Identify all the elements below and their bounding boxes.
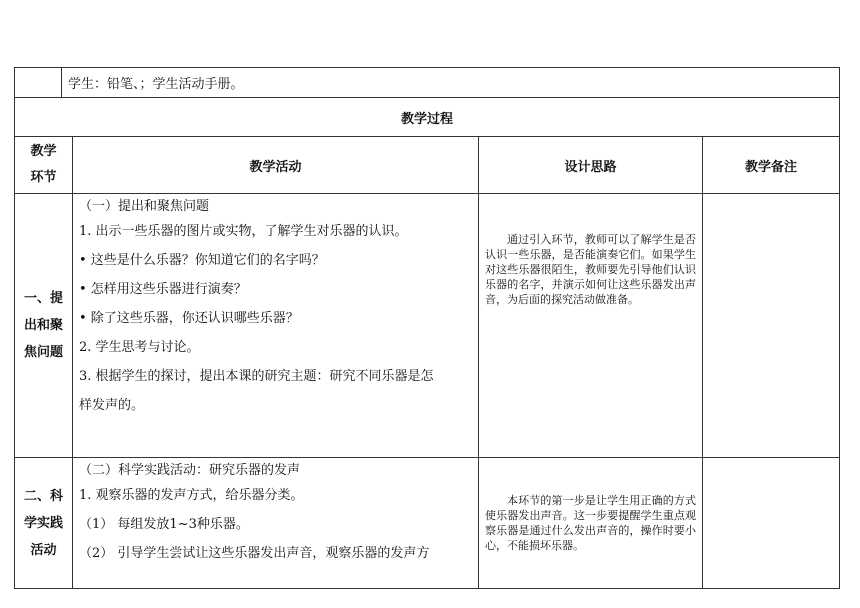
- section-notes: [703, 458, 840, 589]
- header-stage: [15, 137, 73, 194]
- activity-line: • 怎样用这些乐器进行演奏？: [79, 282, 247, 297]
- section-design: [479, 458, 703, 589]
- section-name-line: 焦问题: [23, 345, 63, 360]
- materials-row: [15, 68, 840, 98]
- design-text: 本环节的第一步是让学生用正确的方式使乐器发出声音。这一步要提醒学生重点观察乐器是通过什么发出声音的，操作时要小心，不能损坏乐器。: [485, 494, 696, 552]
- activity-line: （一）提出和聚焦问题: [79, 199, 210, 214]
- section-row: [15, 194, 840, 458]
- section-activities: [73, 194, 479, 458]
- header-row: [15, 137, 840, 194]
- activity-line: 3. 根据学生的探讨，提出本课的研究主题：研究不同乐器是怎: [79, 369, 434, 384]
- activity-line: 样发声的。: [79, 398, 145, 413]
- header-design: 设计思路: [479, 137, 703, 194]
- process-title-row: [15, 98, 840, 137]
- section-name-line: 二、科: [23, 488, 63, 504]
- activity-line: • 这些是什么乐器？你知道它们的名字吗？: [79, 253, 325, 268]
- activity-line: 1. 出示一些乐器的图片或实物，了解学生对乐器的认识。: [79, 224, 408, 239]
- activity-line: 1. 观察乐器的发声方式，给乐器分类。: [79, 488, 304, 503]
- section-name-line: 出和聚: [23, 318, 63, 333]
- process-title: 教学过程: [15, 98, 840, 137]
- activity-line: （二）科学实践活动：研究乐器的发声: [79, 463, 301, 478]
- lesson-plan-table: [14, 67, 840, 589]
- section-name-line: 一、提: [23, 291, 63, 306]
- activity-line: （1） 每组发放1~3种乐器。: [79, 517, 249, 532]
- section-notes: [703, 194, 840, 458]
- section-name-line: 学实践: [23, 515, 63, 531]
- section-design: [479, 194, 703, 458]
- header-notes: 教学备注: [703, 137, 840, 194]
- header-activity: 教学活动: [73, 137, 479, 194]
- section-activities: [73, 458, 479, 589]
- materials-text: 学生：铅笔、；学生活动手册。: [62, 68, 840, 98]
- section-name-line: 活动: [30, 542, 57, 558]
- header-stage-label: 教学 环节: [30, 144, 57, 185]
- materials-label-cell: [15, 68, 62, 98]
- section-name: [15, 194, 73, 458]
- activity-line: （2） 引导学生尝试让这些乐器发出声音，观察乐器的发声方: [79, 546, 430, 561]
- section-name: [15, 458, 73, 589]
- section-row: [15, 458, 840, 589]
- activity-line: 2. 学生思考与讨论。: [79, 340, 200, 355]
- design-text: 通过引入环节，教师可以了解学生是否认识一些乐器，是否能演奏它们。如果学生对这些乐器很陌生，教师要先引导他们认识乐器的名字，并演示如何让这些乐器发出声音，为后面的探究活动做准备。: [485, 233, 696, 306]
- activity-line: • 除了这些乐器，你还认识哪些乐器？: [79, 311, 299, 326]
